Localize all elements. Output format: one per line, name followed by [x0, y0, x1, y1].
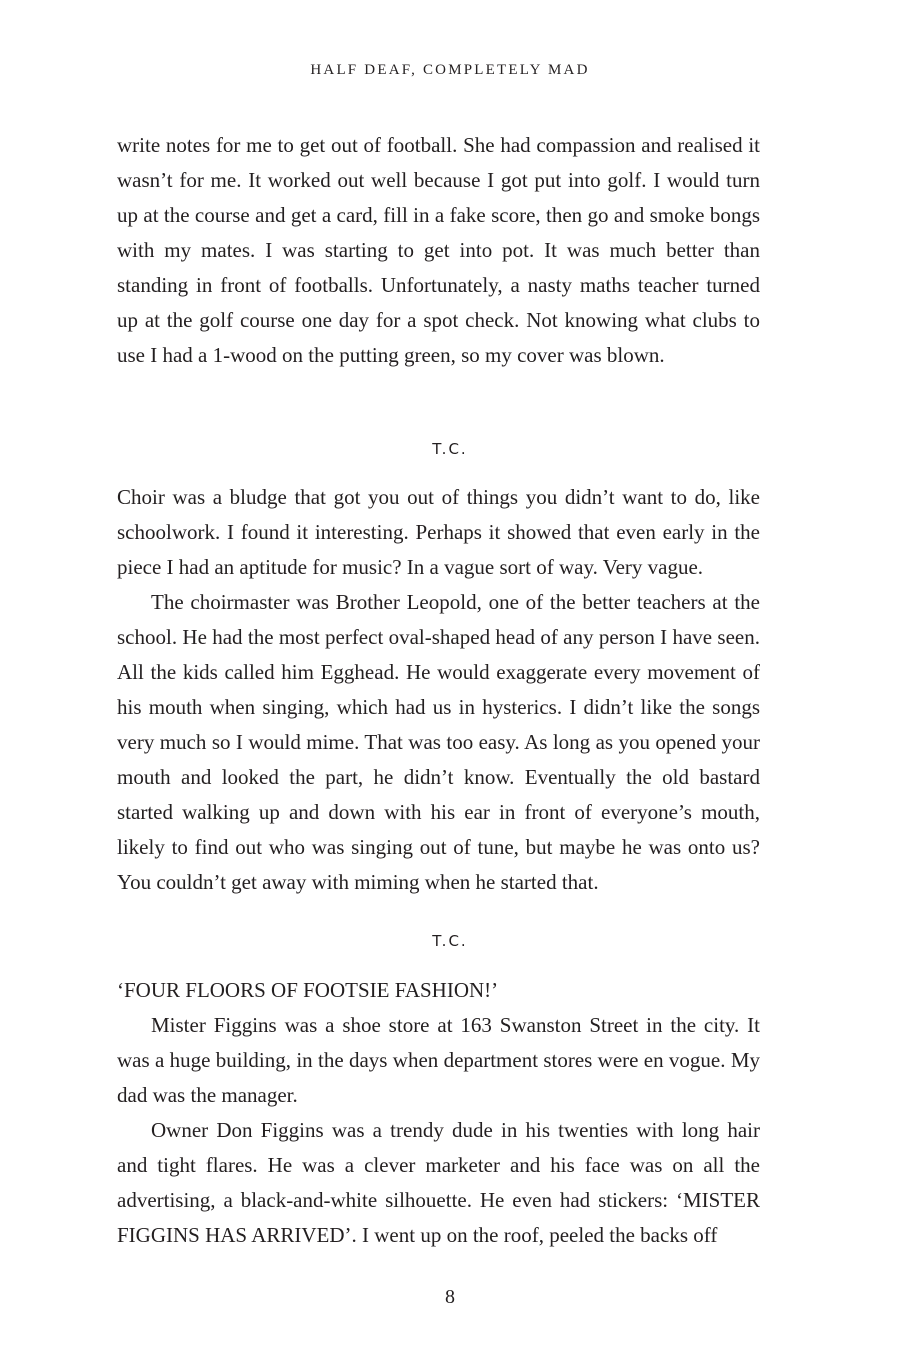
section-heading: ‘FOUR FLOORS OF FOOTSIE FASHION!’ — [117, 978, 499, 1002]
paragraph-choirmaster: The choirmaster was Brother Leopold, one of the better teachers at the school. He had the most perfect oval-shaped head of any person I have seen. All the kids called him Egghead. He would exaggerate every movement of his mouth when singing, which had us in hysterics. I didn’t like the songs very much so I would mime. That was too easy. As long as you opened your mouth and looked the part, he didn’t know. Eventually the old bastard started walking up and down with his ear in front of everyone’s mouth, likely to find out who was singing out of tune, but maybe he was onto us? You couldn’t get away with miming when he started that. — [117, 590, 760, 894]
running-header: HALF DEAF, COMPLETELY MAD — [310, 62, 590, 78]
section-break: T.C. — [432, 932, 468, 950]
paragraph-figgins-store: Mister Figgins was a shoe store at 163 Swanston Street in the city. It was a huge building, in the days when department stores were en vogue. My dad was the manager. — [117, 1013, 760, 1107]
paragraph-golf: write notes for me to get out of football. She had compassion and realised it wasn’t for me. It worked out well because I got put into golf. I would turn up at the course and get a card, fill in a fake score, then go and smoke bongs with my mates. I was starting to get into pot. It was much better than standing in front of footballs. Unfortunately, a nasty maths teacher turned up at the golf course one day for a spot check. Not knowing what clubs to use I had a 1-wood on the putting green, so my cover was blown. — [117, 133, 760, 367]
section-break: T.C. — [432, 440, 468, 458]
paragraph-don-figgins: Owner Don Figgins was a trendy dude in his twenties with long hair and tight flares. He was a clever marketer and his face was on all the advertising, a black-and-white silhouette. He even had stickers: ‘MISTER FIGGINS HAS ARRIVED’. I went up on the roof, peeled the backs off — [117, 1118, 760, 1247]
text-block-figgins — [117, 973, 760, 1253]
text-block-golf — [117, 128, 760, 373]
page-number: 8 — [445, 1286, 455, 1308]
text-block-choir — [117, 480, 760, 900]
paragraph-choir-intro: Choir was a bludge that got you out of things you didn’t want to do, like schoolwork. I found it interesting. Perhaps it showed that even early in the piece I had an aptitude for music? In a vague sort of way. Very vague. — [117, 485, 760, 579]
